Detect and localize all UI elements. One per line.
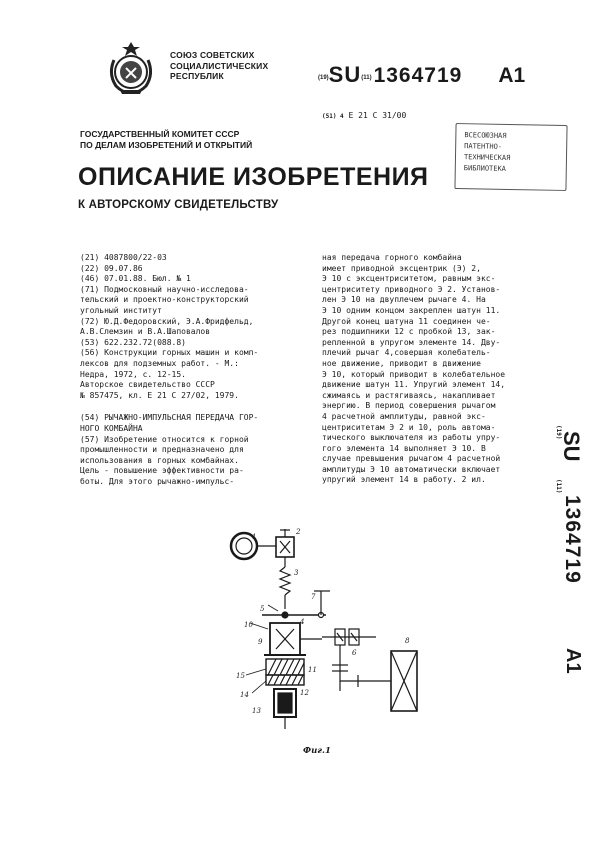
abstract-line: центриситету приводного Э 2. Установ- <box>322 284 501 294</box>
abstract-line: ное движение, приводит в движение <box>322 358 481 368</box>
stamp-line: ТЕХНИЧЕСКАЯ <box>463 153 511 162</box>
publication-number <box>318 62 525 88</box>
biblio-line: (72) Ю.Д.Федоровский, Э.А.Фридфельд, <box>80 316 254 326</box>
figure-label-15: 15 <box>236 672 245 680</box>
library-stamp <box>454 123 567 191</box>
figure-caption: Фиг.1 <box>303 746 331 756</box>
biblio-line: лексов для подземных работ. - М.: <box>80 358 239 368</box>
biblio-line: (56) Конструкции горных машин и комп- <box>80 348 259 358</box>
biblio-line: (46) 07.01.88. Бюл. № 1 <box>80 274 191 284</box>
biblio-line: Авторское свидетельство СССР <box>80 380 215 390</box>
figure-label-11: 11 <box>308 666 317 674</box>
ussr-line: СОЮЗ СОВЕТСКИХ <box>170 50 255 60</box>
country-code-label: (19) <box>318 74 329 81</box>
committee-name <box>80 129 252 150</box>
stamp-line: ВСЕСОЮЗНАЯ <box>464 131 507 140</box>
abstract-line: упругий элемент 14 в работу. 2 ил. <box>322 475 486 485</box>
side-country-code-label: (19) <box>555 425 562 440</box>
side-country-code: SU <box>559 431 584 462</box>
ipc-classification <box>322 111 406 120</box>
biblio-line: (21) 4087800/22-03 <box>80 253 167 262</box>
ussr-line: СОЦИАЛИСТИЧЕСКИХ <box>170 60 269 71</box>
biblio-line: (53) 622.232.72(088.8) <box>80 337 186 347</box>
biblio-line: А.В.Слемзин и В.А.Шаповалов <box>80 327 211 337</box>
ussr-line: РЕСПУБЛИК <box>170 71 224 81</box>
abstract-line: ная передача горного комбайна <box>322 253 462 262</box>
side-number-code-label: (11) <box>555 479 562 494</box>
abstract-line: промышленности и предназначено для <box>80 445 244 455</box>
biblio-line: угольный институт <box>80 305 162 315</box>
ipc-value: E 21 C 31/00 <box>348 111 407 120</box>
abstract-line: плечий рычаг 4,совершая колебатель- <box>322 348 491 358</box>
mechanism-figure <box>218 525 438 750</box>
issuing-country-name <box>170 50 268 82</box>
document-title: ОПИСАНИЕ ИЗОБРЕТЕНИЯ <box>78 163 429 191</box>
biblio-line: тельский и проектно-конструкторский <box>80 295 249 305</box>
figure-label-12: 12 <box>300 689 309 697</box>
figure-label-2: 2 <box>296 528 301 536</box>
figure-label-6: 6 <box>352 649 357 657</box>
biblio-line: (71) Подмосковный научно-исследова- <box>80 284 249 294</box>
figure-label-3: 3 <box>294 569 299 577</box>
abstract-line: Другой конец шатуна 11 соединен че- <box>322 316 491 326</box>
stamp-line: ПАТЕНТНО- <box>464 142 503 151</box>
abstract-line: энергию. В период совершения рычагом <box>322 401 496 411</box>
figure-label-7: 7 <box>311 593 316 601</box>
figure-label-14: 14 <box>240 691 249 699</box>
committee-line: ПО ДЕЛАМ ИЗОБРЕТЕНИЙ И ОТКРЫТИЙ <box>80 139 253 150</box>
biblio-line: (22) 09.07.86 <box>80 263 143 273</box>
figure-label-5: 5 <box>260 605 265 613</box>
abstract-line: Цель - повышение эффективности ра- <box>80 466 244 476</box>
abstract-line: сжимаясь и растягиваясь, накапливает <box>322 390 496 400</box>
abstract-line: боты. Для этого рычажно-импульс- <box>80 476 235 486</box>
abstract-line: центриситетам Э 2 и 10, роль автома- <box>322 422 496 432</box>
abstract-line: Э 10 с эксцентриситетом, равным экс- <box>322 274 496 284</box>
abstract-line: использования в горных комбайнах. <box>80 455 239 465</box>
kind-code: A1 <box>498 64 526 87</box>
abstract-line: движение шатун 11. Упругий элемент 14, <box>322 380 506 390</box>
abstract-line: (54) РЫЧАЖНО-ИМПУЛЬСНАЯ ПЕРЕДАЧА ГОР- <box>80 413 259 423</box>
abstract-line: гого элемента 14 выполняет Э 10. В <box>322 443 486 453</box>
abstract-line: рез подшипники 12 с пробкой 13, зак- <box>322 327 496 337</box>
figure-label-9: 9 <box>258 638 263 646</box>
figure-label-1: 1 <box>252 533 257 541</box>
country-code: SU <box>328 62 362 87</box>
side-kind-code: A1 <box>562 648 584 674</box>
abstract-line: репленной в упругом элементе 14. Дву- <box>322 337 501 347</box>
biblio-line: Недра, 1972, с. 12-15. <box>80 369 186 379</box>
document-subtitle: К АВТОРСКОМУ СВИДЕТЕЛЬСТВУ <box>78 199 279 211</box>
number-code-label: (11) <box>361 74 372 81</box>
abstract-line: имеет приводной эксцентрик (Э) 2, <box>322 263 481 273</box>
stamp-line: БИБЛИОТЕКА <box>463 164 507 173</box>
abstract-line: НОГО КОМБАЙНА <box>80 423 143 433</box>
abstract-line: (57) Изобретение относится к горной <box>80 434 249 444</box>
ipc-code-label: (51) 4 <box>322 113 344 120</box>
patent-number: 1364719 <box>373 64 463 87</box>
abstract-line: Э 10 одним концом закреплен шатун 11. <box>322 305 501 315</box>
abstract-line: 4 расчетной амплитуды, равной экс- <box>322 411 486 421</box>
abstract-line: случае превышения рычагом 4 расчетной <box>322 454 501 464</box>
abstract-line: Э 10, который приводит в колебательное <box>322 369 506 379</box>
ussr-state-emblem-icon <box>104 38 158 96</box>
figure-label-8: 8 <box>405 637 410 645</box>
abstract-line: амплитуды Э 10 автоматически включает <box>322 464 501 474</box>
figure-label-13: 13 <box>252 707 261 715</box>
committee-line: ГОСУДАРСТВЕННЫЙ КОМИТЕТ СССР <box>80 129 240 139</box>
figure-label-10: 10 <box>244 621 253 629</box>
abstract-line: тического выключателя из работы упру- <box>322 433 501 443</box>
side-publication-number <box>548 425 588 685</box>
right-column <box>322 253 552 486</box>
biblio-line: № 857475, кл. Е 21 С 27/02, 1979. <box>80 390 239 400</box>
side-patent-number: 1364719 <box>561 495 584 584</box>
abstract-line: лен Э 10 на двуплечем рычаге 4. На <box>322 295 486 305</box>
figure-label-4: 4 <box>300 618 305 626</box>
left-column <box>80 253 305 487</box>
